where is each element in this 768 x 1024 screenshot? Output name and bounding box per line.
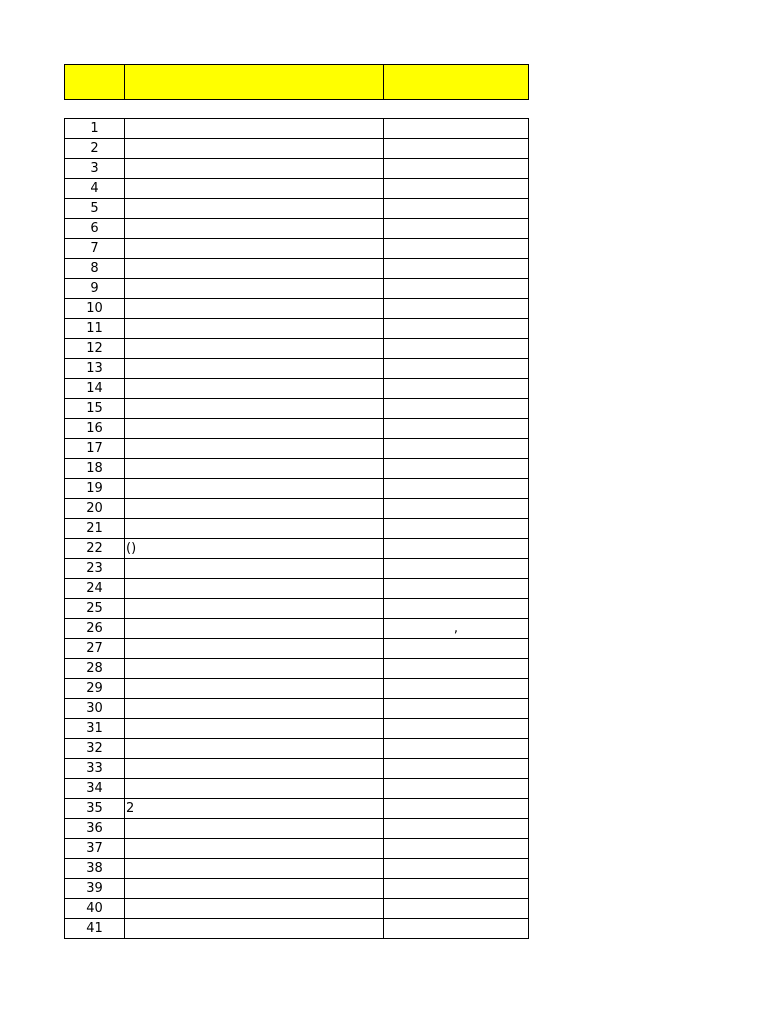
table-row [65, 879, 529, 899]
row-note [384, 779, 529, 799]
row-note [384, 299, 529, 319]
row-name [125, 119, 384, 139]
row-number: 11 [65, 319, 125, 339]
table-row [65, 479, 529, 499]
row-number: 4 [65, 179, 125, 199]
row-name [125, 519, 384, 539]
table-row [65, 919, 529, 939]
row-name [125, 739, 384, 759]
row-number: 7 [65, 239, 125, 259]
row-name [125, 199, 384, 219]
row-number: 17 [65, 439, 125, 459]
row-note [384, 159, 529, 179]
row-name [125, 679, 384, 699]
table-row [65, 199, 529, 219]
row-name: () [125, 539, 384, 559]
row-note [384, 319, 529, 339]
row-note [384, 919, 529, 939]
row-number: 3 [65, 159, 125, 179]
table-row [65, 439, 529, 459]
row-number: 20 [65, 499, 125, 519]
row-name [125, 639, 384, 659]
row-note [384, 699, 529, 719]
row-note [384, 799, 529, 819]
table-row [65, 499, 529, 519]
row-name [125, 239, 384, 259]
row-note [384, 359, 529, 379]
row-number: 28 [65, 659, 125, 679]
row-name [125, 919, 384, 939]
row-number: 23 [65, 559, 125, 579]
row-note [384, 379, 529, 399]
row-note [384, 239, 529, 259]
row-name [125, 319, 384, 339]
row-note [384, 179, 529, 199]
row-name [125, 139, 384, 159]
row-number: 21 [65, 519, 125, 539]
table-row [65, 379, 529, 399]
table-row [65, 399, 529, 419]
row-number: 5 [65, 199, 125, 219]
row-note [384, 339, 529, 359]
row-name [125, 179, 384, 199]
row-name [125, 259, 384, 279]
table-row [65, 599, 529, 619]
table-row [65, 799, 529, 819]
table-row [65, 459, 529, 479]
row-name [125, 579, 384, 599]
table-row [65, 539, 529, 559]
header-no [65, 65, 125, 100]
row-name [125, 859, 384, 879]
row-number: 19 [65, 479, 125, 499]
row-name [125, 439, 384, 459]
row-number: 40 [65, 899, 125, 919]
table-row [65, 579, 529, 599]
header-table [64, 64, 529, 100]
row-number: 15 [65, 399, 125, 419]
row-number: 25 [65, 599, 125, 619]
table-row [65, 239, 529, 259]
table-row [65, 219, 529, 239]
row-note [384, 279, 529, 299]
row-name [125, 719, 384, 739]
row-number: 16 [65, 419, 125, 439]
header-row [65, 65, 529, 100]
table-row [65, 559, 529, 579]
table-row [65, 259, 529, 279]
row-name [125, 659, 384, 679]
row-name [125, 879, 384, 899]
row-name [125, 599, 384, 619]
row-name [125, 279, 384, 299]
row-note [384, 839, 529, 859]
row-name [125, 839, 384, 859]
table-row [65, 859, 529, 879]
row-number: 32 [65, 739, 125, 759]
row-name [125, 759, 384, 779]
row-name [125, 299, 384, 319]
row-note [384, 119, 529, 139]
table-row [65, 279, 529, 299]
table-row [65, 299, 529, 319]
row-note [384, 679, 529, 699]
row-number: 30 [65, 699, 125, 719]
row-name [125, 419, 384, 439]
row-name: 2 [125, 799, 384, 819]
table-row [65, 659, 529, 679]
row-note [384, 739, 529, 759]
row-number: 29 [65, 679, 125, 699]
row-number: 10 [65, 299, 125, 319]
table-row [65, 339, 529, 359]
row-note [384, 539, 529, 559]
row-name [125, 399, 384, 419]
row-number: 1 [65, 119, 125, 139]
row-number: 34 [65, 779, 125, 799]
row-number: 6 [65, 219, 125, 239]
row-note [384, 639, 529, 659]
row-note [384, 599, 529, 619]
row-number: 12 [65, 339, 125, 359]
table-row [65, 419, 529, 439]
table-row [65, 759, 529, 779]
table-row [65, 819, 529, 839]
row-note [384, 859, 529, 879]
row-note [384, 439, 529, 459]
table-row [65, 139, 529, 159]
row-name [125, 459, 384, 479]
header-note [384, 65, 529, 100]
row-name [125, 339, 384, 359]
row-name [125, 159, 384, 179]
row-number: 9 [65, 279, 125, 299]
row-note: , [384, 619, 529, 639]
row-number: 8 [65, 259, 125, 279]
row-note [384, 899, 529, 919]
table-row [65, 119, 529, 139]
row-number: 38 [65, 859, 125, 879]
row-note [384, 519, 529, 539]
row-note [384, 579, 529, 599]
row-note [384, 759, 529, 779]
table-row [65, 179, 529, 199]
row-number: 33 [65, 759, 125, 779]
row-number: 36 [65, 819, 125, 839]
row-note [384, 259, 529, 279]
table-row [65, 839, 529, 859]
row-number: 22 [65, 539, 125, 559]
row-note [384, 459, 529, 479]
row-name [125, 559, 384, 579]
table-row [65, 779, 529, 799]
row-name [125, 699, 384, 719]
row-name [125, 219, 384, 239]
table-row [65, 319, 529, 339]
row-note [384, 139, 529, 159]
row-note [384, 479, 529, 499]
row-number: 35 [65, 799, 125, 819]
row-number: 2 [65, 139, 125, 159]
table-row [65, 519, 529, 539]
row-note [384, 499, 529, 519]
row-number: 39 [65, 879, 125, 899]
row-note [384, 659, 529, 679]
table-row [65, 719, 529, 739]
row-name [125, 779, 384, 799]
row-name [125, 479, 384, 499]
row-name [125, 619, 384, 639]
header-name [125, 65, 384, 100]
row-note [384, 819, 529, 839]
row-number: 41 [65, 919, 125, 939]
row-number: 27 [65, 639, 125, 659]
row-number: 24 [65, 579, 125, 599]
row-number: 13 [65, 359, 125, 379]
row-number: 37 [65, 839, 125, 859]
row-name [125, 499, 384, 519]
table-row [65, 679, 529, 699]
row-note [384, 719, 529, 739]
row-note [384, 419, 529, 439]
row-note [384, 559, 529, 579]
row-number: 31 [65, 719, 125, 739]
row-name [125, 379, 384, 399]
row-note [384, 199, 529, 219]
row-note [384, 219, 529, 239]
row-number: 18 [65, 459, 125, 479]
row-name [125, 819, 384, 839]
row-name [125, 359, 384, 379]
data-table [64, 118, 529, 939]
row-note [384, 879, 529, 899]
table-row [65, 619, 529, 639]
row-number: 14 [65, 379, 125, 399]
row-number: 26 [65, 619, 125, 639]
row-note [384, 399, 529, 419]
table-row [65, 639, 529, 659]
table-row [65, 739, 529, 759]
table-row [65, 899, 529, 919]
table-body [65, 119, 529, 939]
table-row [65, 359, 529, 379]
table-row [65, 159, 529, 179]
row-name [125, 899, 384, 919]
table-row [65, 699, 529, 719]
